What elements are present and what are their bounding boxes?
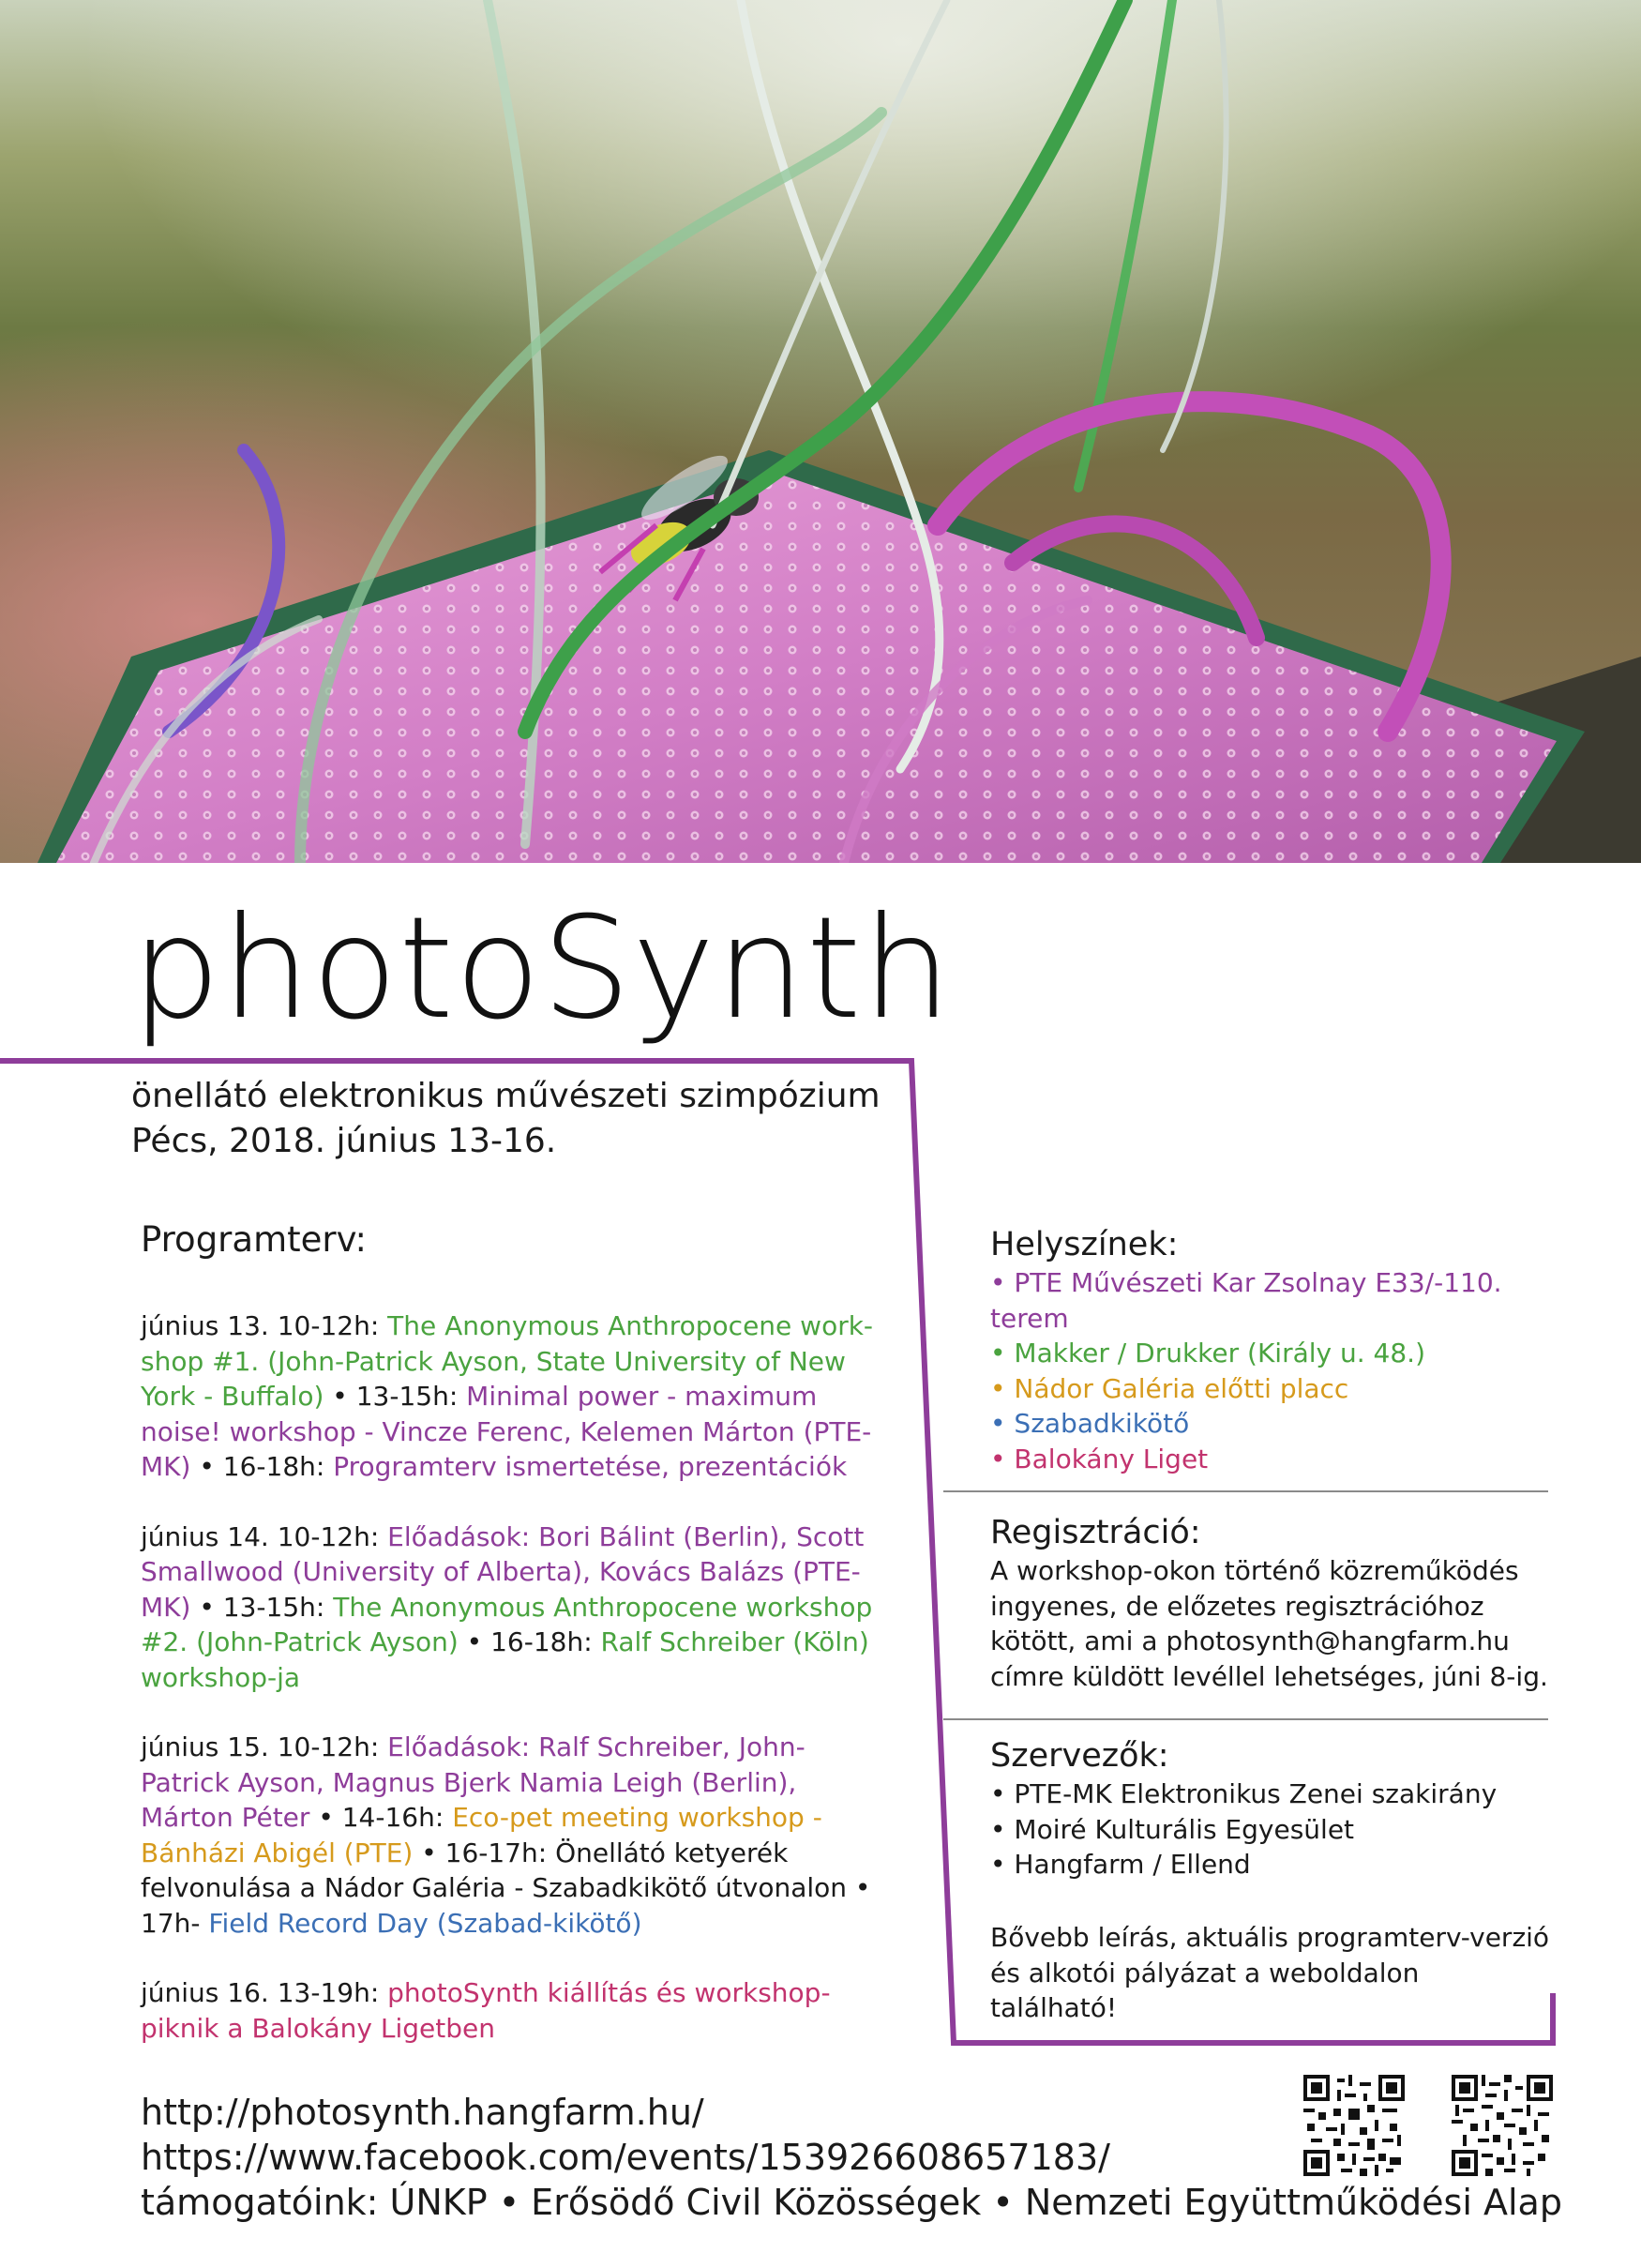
info-note: Bővebb leírás, aktuális programterv-verzió és alkotói pályázat a weboldalon található! xyxy=(990,1922,1550,2023)
organizer-item: • Moiré Kulturális Egyesület xyxy=(990,1813,1355,1845)
organizer-item: • PTE-MK Elektronikus Zenei szakirány xyxy=(990,1778,1498,1809)
venue-item: • Szabadkikötő xyxy=(990,1408,1190,1439)
day1-session-2: Minimal power - maximum noise! workshop - Vincze Ferenc, Kelemen Márton (PTE-MK) xyxy=(141,1381,872,1482)
venues-heading: Helyszínek: xyxy=(990,1226,1179,1263)
program-schedule xyxy=(141,1308,877,2080)
program-day-3 xyxy=(141,1730,877,1941)
divider xyxy=(943,1490,1548,1492)
day2-time-3: • 16-18h: xyxy=(458,1626,601,1657)
subtitle-line-1: önellátó elektronikus művészeti szimpózium xyxy=(131,1077,881,1115)
venues-section xyxy=(990,1224,1553,1476)
organizers-list xyxy=(990,1777,1553,1882)
venue-item: • Balokány Liget xyxy=(990,1443,1209,1474)
day3-session-1: Előadások: Ralf Schreiber, John-Patrick Ayson, Magnus Bjerk Namia Leigh (Berlin), Márton Péter xyxy=(141,1731,805,1833)
day2-session-1: Előadások: Bori Bálint (Berlin), Scott Smallwood (University of Alberta), Kovács Balázs (PTE-MK) xyxy=(141,1520,865,1623)
venue-item: • PTE Művészeti Kar Zsolnay E33/-110. terem xyxy=(990,1267,1502,1334)
divider xyxy=(943,1718,1548,1720)
hero-photo xyxy=(0,0,1641,863)
day1-session-1: The Anonymous Anthropocene work-shop #1. (John-Patrick Ayson, State University of New York - Buffalo) xyxy=(141,1310,874,1412)
organizers-heading: Szervezők: xyxy=(990,1737,1169,1775)
day3-session-2: Eco-pet meeting workshop - Bánházi Abigél (PTE) xyxy=(141,1802,822,1868)
day1-time-3: • 16-18h: xyxy=(190,1451,334,1482)
registration-heading: Regisztráció: xyxy=(990,1514,1201,1551)
venue-item: • Nádor Galéria előtti placc xyxy=(990,1372,1349,1404)
day2-time-2: • 13-15h: xyxy=(190,1591,334,1623)
program-day-2 xyxy=(141,1520,877,1696)
subtitle xyxy=(131,1074,881,1164)
registration-section xyxy=(990,1512,1553,1694)
day1-date: június 13. 10-12h: xyxy=(141,1310,388,1341)
organizers-section xyxy=(990,1735,1553,1882)
program-day-4 xyxy=(141,1975,877,2046)
day3-time-2: • 14-16h: xyxy=(309,1802,453,1833)
day4-date: június 16. 13-19h: xyxy=(141,1977,388,2008)
day1-session-3: Programterv ismertetése, prezentációk xyxy=(333,1451,848,1482)
program-day-1 xyxy=(141,1308,877,1485)
venues-list xyxy=(990,1265,1553,1476)
venue-item: • Makker / Drukker (Király u. 48.) xyxy=(990,1338,1426,1368)
day3-date: június 15. 10-12h: xyxy=(141,1731,388,1762)
day2-session-2: The Anonymous Anthropocene workshop #2. (John-Patrick Ayson) xyxy=(141,1591,873,1657)
website-link[interactable]: http://photosynth.hangfarm.hu/ xyxy=(141,2092,704,2133)
qr-code-facebook[interactable] xyxy=(1452,2075,1553,2176)
registration-text: A workshop-okon történő közreműködés ingyenes, de előzetes regisztrációhoz kötött, ami a photosynth@hangfarm.hu címre küldött levéllel lehetséges, júni 8-ig. xyxy=(990,1555,1548,1692)
day3-session-3: Field Record Day (Szabad-kikötő) xyxy=(208,1907,642,1939)
day2-date: június 14. 10-12h: xyxy=(141,1520,388,1552)
organizer-item: • Hangfarm / Ellend xyxy=(990,1849,1251,1880)
day4-session-1: photoSynth kiállítás és workshop-piknik a Balokány Ligetben xyxy=(141,1977,831,2044)
qr-code-website[interactable] xyxy=(1303,2075,1405,2176)
program-heading: Programterv: xyxy=(141,1219,367,1260)
facebook-link[interactable]: https://www.facebook.com/events/153926608657183/ xyxy=(141,2137,1110,2178)
day1-time-2: • 13-15h: xyxy=(324,1381,467,1412)
event-title: photoSynth xyxy=(131,887,953,1051)
day2-session-3: Ralf Schreiber (Köln) workshop-ja xyxy=(141,1626,869,1693)
day3-time-3: • 16-17h: Önellátó ketyerék felvonulása a Nádor Galéria - Szabadkikötő útvonalon • 17h- xyxy=(141,1837,871,1939)
subtitle-line-2: Pécs, 2018. június 13-16. xyxy=(131,1122,557,1160)
sponsors-line: támogatóink: ÚNKP • Erősödő Civil Közösségek • Nemzeti Együttműködési Alap xyxy=(141,2182,1562,2223)
